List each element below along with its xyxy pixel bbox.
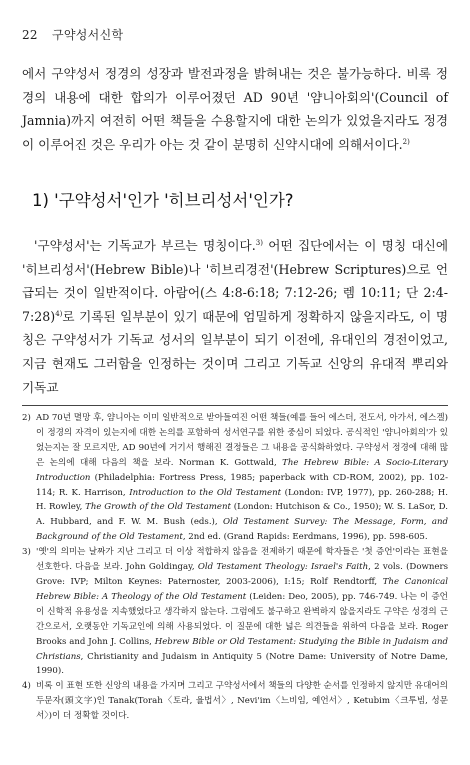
book-title-italic: Introduction to the Old Testament [129, 487, 282, 498]
book-title-italic: Old Testament Theology: Israel's Faith [197, 562, 369, 573]
footnote-3 [22, 545, 448, 679]
footnote-text: '옛'의 의미는 날짜가 지난 그리고 더 이상 적합하지 않음을 전제하기 때문에 학자들은 '첫 증언'이라는 표현을 선호한다. 다음을 보라. John Goldingay, [36, 547, 448, 573]
footnote-text: , Christianity and Judaism in Antiquity 5 (Notre Dame: University of Notre Dame, 1990). [36, 651, 448, 677]
footnote-text: 비록 이 표현 또한 신앙의 내용을 가지며 그리고 구약성서에서 책들의 다양한 순서를 인정하지 않지만 유대어의 두문자(頭文字)인 Tanak(Torah〈토라, 율법서〉, Nevi'im〈느비임, 예언서〉, Ketubim〈크투빔, 성문서〉)이 더 정확할 것이다. [36, 681, 448, 722]
intro-paragraph [22, 62, 448, 156]
page-number: 22 [22, 28, 38, 42]
footnote-number: 3) [22, 547, 31, 558]
footnote-ref-3: 3) [255, 238, 263, 247]
main-paragraph-part3: 로 기록된 일부분이 있기 때문에 엄밀하게 정확하지 않을지라도, 이 명칭은 구약성서가 기독교 성서의 일부분이 되기 이전에, 유대인의 경전이었고, 지금 현재도 그러함을 인정하는 것이며 그리고 기독교 신앙의 유대적 뿌리와 기독교 [22, 308, 448, 395]
running-header [22, 26, 123, 43]
footnote-ref-4: 4) [55, 309, 63, 318]
main-paragraph-part1: '구약성서'는 기독교가 부르는 명칭이다. [34, 238, 256, 253]
footnote-text: , 2nd ed. (Grand Rapids: Eerdmans, 1996), pp. 598-605. [182, 532, 428, 543]
section-heading: 1) '구약성서'인가 '히브리성서'인가? [32, 191, 294, 210]
footnote-text: (Leiden: Deo, 2005), pp. 746-749. 나는 이 증언이 신학적 유용성을 지속했었다고 생각하지 않는다. 그럼에도 불구하고 완벽하지 않을지라도 구약은 성경의 근간으로서, 오랫동안 기독교인에 의해 사용되었다. 이 질문에 대한 넓은 의견들을 위하여 다음을 보라. Roger Brooks and John J. Collins, [36, 591, 448, 647]
book-title: 구약성서신학 [52, 28, 124, 42]
footnote-2 [22, 411, 448, 545]
footnote-divider [22, 405, 448, 406]
footnote-text: (London: Hutchison & Co., 1950); W. S. LaSor, D. A. Hubbard, and F. W. M. Bush (eds.), [36, 502, 448, 528]
footnote-number: 4) [22, 681, 31, 692]
footnote-text: AD 70년 멸망 후, 얌니아는 이미 일반적으로 받아들여진 어떤 책들(예를 들어 에스더, 전도서, 아가서, 에스겔)이 정경의 자격이 있는지에 대한 논의를 포함하여 성서연구를 위한 중심이 되었다. 공식적인 '얌니아회의'가 있었는지는 잘 모르지만, AD 90년에 거기서 행해진 결정들은 그 내용을 공식화하였다. 구약성서 정경에 대해 많은 논의에 대해 다음의 책을 보라. Norman K. Gottwald, [36, 413, 448, 468]
main-paragraph [22, 234, 448, 399]
intro-paragraph-text: 에서 구약성서 정경의 성장과 발전과정을 밝혀내는 것은 불가능하다. 비록 정경의 내용에 대한 합의가 이루어졌던 AD 90년 '얌니아회의'(Council of Jamnia)까지 여전히 어떤 책들을 수용할지에 대한 논의가 있었을지라도 정경이 이루어진 것은 우리가 아는 것 같이 분명히 신약시대에 의해서이다. [22, 66, 448, 152]
footnote-ref-2: 2) [402, 137, 410, 146]
footnote-text: , 2 vols. (Downers Grove: IVP; Milton Keynes: Paternoster, 2003-2006), I:15; Rolf Rendtorff, [36, 562, 448, 587]
book-title-italic: The Hebrew Bible: A Socio-Literary Introduction [36, 457, 448, 483]
book-title-italic: The Growth of the Old Testament [85, 502, 231, 513]
footnote-number: 2) [22, 413, 31, 423]
footnote-text: (Philadelphia: Fortress Press, 1985; paperback with CD-ROM, 2002), pp. 102-114; R. K. Harrison, [36, 472, 448, 498]
book-title-italic: Old Testament Survey: The Message, Form, and Background of the Old Testament [36, 517, 448, 543]
main-paragraph-part2: 어떤 집단에서는 이 명칭 대신에 '히브리성서'(Hebrew Bible)나 '히브리경전'(Hebrew Scriptures)으로 언급되는 것이 일반적이다. 아람어(스 4:8-6:18; 7:12-26; 렘 10:11; 단 2:4-7:28) [22, 238, 448, 324]
footnotes [22, 411, 448, 724]
footnote-4 [22, 679, 448, 724]
book-title-italic: Hebrew Bible or Old Testament: Studying the Bible in Judaism and Christians [36, 636, 449, 662]
book-title-italic: The Canonical Hebrew Bible: A Theology of the Old Testament [36, 576, 448, 602]
footnote-text: (London: IVP, 1977), pp. 260-288; H. H. Rowley, [36, 487, 448, 513]
